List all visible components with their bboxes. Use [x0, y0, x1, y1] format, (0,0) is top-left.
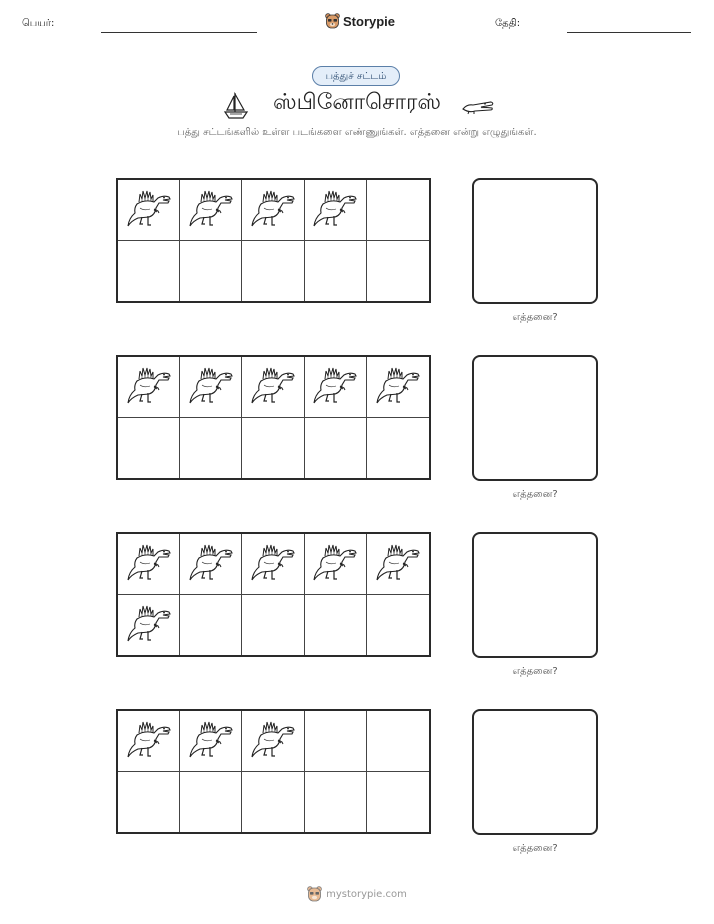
spinosaurus-icon	[250, 363, 296, 411]
bear-logo-icon	[307, 886, 322, 902]
frame-cell	[305, 180, 367, 241]
frame-cell	[118, 418, 180, 479]
topic-badge: பத்துச் சட்டம்	[312, 66, 400, 86]
frame-cell	[305, 418, 367, 479]
frame-cell	[180, 711, 242, 772]
frame-cell	[242, 711, 304, 772]
how-many-label-4: எத்தனை?	[512, 843, 558, 854]
spinosaurus-icon	[375, 363, 421, 411]
spinosaurus-icon	[126, 601, 172, 649]
spinosaurus-icon	[188, 540, 234, 588]
frame-cell	[180, 772, 242, 833]
frame-cell	[180, 595, 242, 656]
answer-box-4[interactable]	[472, 709, 598, 835]
spinosaurus-icon	[312, 540, 358, 588]
brand-name: Storypie	[343, 13, 396, 29]
spinosaurus-icon	[126, 186, 172, 234]
spinosaurus-icon	[250, 717, 296, 765]
frame-cell	[367, 418, 429, 479]
frame-cell	[242, 418, 304, 479]
name-label: பெயர்:	[22, 18, 55, 29]
spinosaurus-icon	[126, 540, 172, 588]
ten-frame-2	[116, 355, 431, 480]
ten-frame-1	[116, 178, 431, 303]
frame-cell	[305, 534, 367, 595]
spinosaurus-icon	[188, 186, 234, 234]
frame-cell	[305, 711, 367, 772]
frame-cell	[367, 357, 429, 418]
frame-cell	[305, 241, 367, 302]
answer-box-1[interactable]	[472, 178, 598, 304]
footer-url[interactable]: mystorypie.com	[326, 888, 407, 900]
frame-cell	[180, 180, 242, 241]
frame-cell	[242, 241, 304, 302]
answer-box-3[interactable]	[472, 532, 598, 658]
how-many-label-3: எத்தனை?	[512, 666, 558, 677]
spinosaurus-icon	[126, 363, 172, 411]
frame-cell	[242, 180, 304, 241]
frame-cell	[118, 180, 180, 241]
frame-cell	[305, 357, 367, 418]
frame-cell	[180, 357, 242, 418]
ten-frame-4	[116, 709, 431, 834]
frame-cell	[118, 241, 180, 302]
crocodile-icon	[461, 97, 495, 115]
frame-cell	[118, 772, 180, 833]
spinosaurus-icon	[126, 717, 172, 765]
frame-cell	[118, 595, 180, 656]
frame-cell	[242, 772, 304, 833]
frame-cell	[367, 241, 429, 302]
date-line[interactable]	[567, 32, 691, 33]
spinosaurus-icon	[250, 186, 296, 234]
date-label: தேதி:	[495, 18, 521, 29]
frame-cell	[367, 180, 429, 241]
brand-logo	[325, 13, 395, 29]
frame-cell	[242, 357, 304, 418]
bear-logo-icon	[325, 13, 340, 29]
frame-cell	[180, 534, 242, 595]
frame-cell	[367, 595, 429, 656]
frame-cell	[242, 595, 304, 656]
ten-frame-3	[116, 532, 431, 657]
how-many-label-2: எத்தனை?	[512, 489, 558, 500]
how-many-label-1: எத்தனை?	[512, 312, 558, 323]
frame-cell	[118, 357, 180, 418]
frame-cell	[367, 772, 429, 833]
frame-cell	[242, 534, 304, 595]
instructions: பத்து சட்டங்களில் உள்ள படங்களை எண்ணுங்கள். எத்தனை என்று எழுதுங்கள்.	[177, 127, 537, 138]
frame-cell	[367, 534, 429, 595]
frame-cell	[180, 241, 242, 302]
spinosaurus-icon	[188, 717, 234, 765]
frame-cell	[118, 534, 180, 595]
frame-cell	[180, 418, 242, 479]
spinosaurus-icon	[312, 363, 358, 411]
frame-cell	[118, 711, 180, 772]
spinosaurus-icon	[375, 540, 421, 588]
spinosaurus-icon	[188, 363, 234, 411]
frame-cell	[305, 772, 367, 833]
frame-cell	[305, 595, 367, 656]
page-title: ஸ்பினோசொரஸ்	[273, 90, 441, 115]
spinosaurus-icon	[312, 186, 358, 234]
spinosaurus-icon	[250, 540, 296, 588]
footer	[0, 886, 714, 902]
frame-cell	[367, 711, 429, 772]
name-line[interactable]	[101, 32, 257, 33]
answer-box-2[interactable]	[472, 355, 598, 481]
